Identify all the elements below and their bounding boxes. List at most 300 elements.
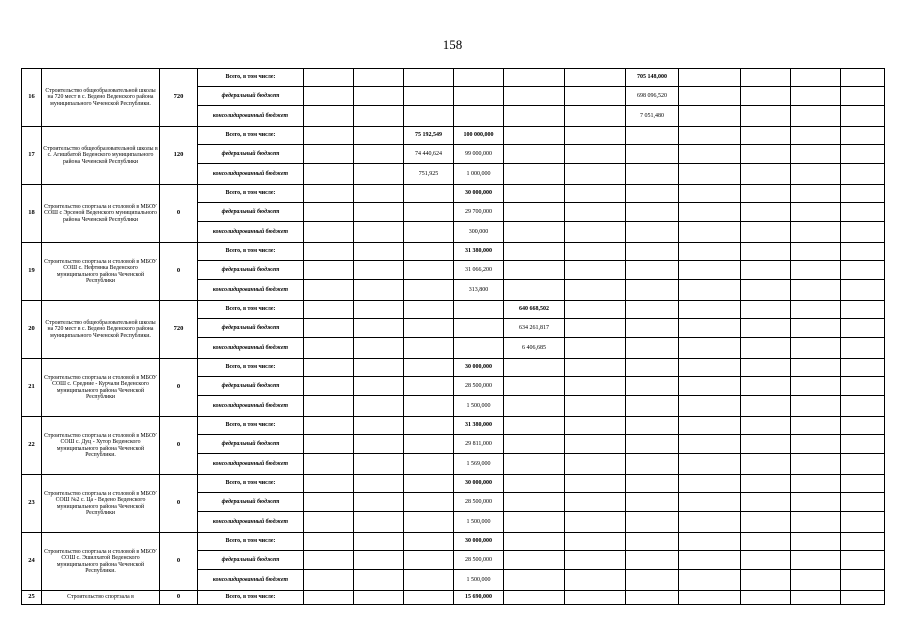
- empty-cell: [354, 435, 404, 454]
- empty-cell: [791, 533, 841, 551]
- empty-cell: [454, 69, 504, 87]
- empty-cell: [741, 493, 791, 512]
- empty-cell: [504, 261, 565, 280]
- empty-cell: [504, 185, 565, 203]
- row-number: 22: [22, 417, 42, 475]
- empty-cell: [741, 69, 791, 87]
- empty-cell: [304, 106, 354, 127]
- funding-source: федеральный бюджет: [198, 493, 304, 512]
- empty-cell: [841, 164, 885, 185]
- empty-cell: [841, 338, 885, 359]
- empty-cell: [791, 359, 841, 377]
- empty-cell: [791, 551, 841, 570]
- empty-cell: [741, 301, 791, 319]
- empty-cell: [404, 396, 454, 417]
- funding-source: федеральный бюджет: [198, 435, 304, 454]
- empty-cell: [454, 338, 504, 359]
- empty-cell: [679, 319, 741, 338]
- empty-cell: [504, 570, 565, 591]
- amount-cell: 300,000: [454, 222, 504, 243]
- empty-cell: [791, 396, 841, 417]
- empty-cell: [791, 106, 841, 127]
- capacity: 0: [160, 533, 198, 591]
- empty-cell: [354, 222, 404, 243]
- empty-cell: [679, 338, 741, 359]
- empty-cell: [679, 377, 741, 396]
- empty-cell: [791, 493, 841, 512]
- empty-cell: [841, 417, 885, 435]
- empty-cell: [626, 591, 679, 605]
- empty-cell: [304, 145, 354, 164]
- empty-cell: [626, 164, 679, 185]
- empty-cell: [679, 106, 741, 127]
- empty-cell: [741, 243, 791, 261]
- empty-cell: [354, 145, 404, 164]
- empty-cell: [454, 87, 504, 106]
- empty-cell: [679, 551, 741, 570]
- empty-cell: [679, 512, 741, 533]
- empty-cell: [354, 338, 404, 359]
- empty-cell: [679, 533, 741, 551]
- table-body: [22, 69, 885, 605]
- amount-cell: 28 500,000: [454, 493, 504, 512]
- empty-cell: [626, 570, 679, 591]
- empty-cell: [841, 570, 885, 591]
- empty-cell: [304, 417, 354, 435]
- empty-cell: [741, 87, 791, 106]
- empty-cell: [791, 301, 841, 319]
- empty-cell: [504, 359, 565, 377]
- empty-cell: [304, 222, 354, 243]
- empty-cell: [504, 222, 565, 243]
- empty-cell: [791, 338, 841, 359]
- empty-cell: [304, 475, 354, 493]
- empty-cell: [354, 301, 404, 319]
- empty-cell: [741, 338, 791, 359]
- row-number: 24: [22, 533, 42, 591]
- empty-cell: [404, 301, 454, 319]
- empty-cell: [841, 243, 885, 261]
- empty-cell: [404, 570, 454, 591]
- empty-cell: [565, 222, 626, 243]
- budget-table: [21, 68, 885, 605]
- funding-source: Всего, в том числе:: [198, 359, 304, 377]
- amount-cell: 698 096,520: [626, 87, 679, 106]
- empty-cell: [626, 301, 679, 319]
- empty-cell: [791, 280, 841, 301]
- empty-cell: [626, 493, 679, 512]
- row-number: 16: [22, 69, 42, 127]
- empty-cell: [679, 243, 741, 261]
- amount-cell: 1 500,000: [454, 396, 504, 417]
- funding-source: Всего, в том числе:: [198, 127, 304, 145]
- empty-cell: [304, 319, 354, 338]
- empty-cell: [741, 377, 791, 396]
- empty-cell: [565, 377, 626, 396]
- empty-cell: [741, 127, 791, 145]
- empty-cell: [404, 222, 454, 243]
- empty-cell: [565, 319, 626, 338]
- empty-cell: [404, 493, 454, 512]
- funding-source: федеральный бюджет: [198, 203, 304, 222]
- empty-cell: [354, 359, 404, 377]
- row-number: 23: [22, 475, 42, 533]
- empty-cell: [791, 164, 841, 185]
- empty-cell: [304, 203, 354, 222]
- empty-cell: [626, 377, 679, 396]
- empty-cell: [354, 87, 404, 106]
- empty-cell: [565, 533, 626, 551]
- funding-source: консолидированный бюджет: [198, 338, 304, 359]
- empty-cell: [404, 243, 454, 261]
- amount-cell: 1 500,000: [454, 512, 504, 533]
- empty-cell: [354, 243, 404, 261]
- funding-source: федеральный бюджет: [198, 319, 304, 338]
- empty-cell: [626, 417, 679, 435]
- empty-cell: [791, 570, 841, 591]
- empty-cell: [679, 69, 741, 87]
- empty-cell: [304, 301, 354, 319]
- empty-cell: [841, 87, 885, 106]
- empty-cell: [404, 454, 454, 475]
- empty-cell: [741, 512, 791, 533]
- empty-cell: [404, 475, 454, 493]
- empty-cell: [791, 243, 841, 261]
- empty-cell: [504, 87, 565, 106]
- empty-cell: [679, 145, 741, 164]
- amount-cell: 1 569,000: [454, 454, 504, 475]
- empty-cell: [841, 301, 885, 319]
- empty-cell: [626, 359, 679, 377]
- empty-cell: [304, 396, 354, 417]
- funding-source: консолидированный бюджет: [198, 454, 304, 475]
- empty-cell: [741, 591, 791, 605]
- empty-cell: [304, 570, 354, 591]
- empty-cell: [304, 338, 354, 359]
- empty-cell: [841, 551, 885, 570]
- empty-cell: [404, 417, 454, 435]
- empty-cell: [404, 533, 454, 551]
- empty-cell: [404, 319, 454, 338]
- empty-cell: [504, 145, 565, 164]
- empty-cell: [404, 87, 454, 106]
- row-number: 18: [22, 185, 42, 243]
- empty-cell: [565, 243, 626, 261]
- funding-source: консолидированный бюджет: [198, 164, 304, 185]
- empty-cell: [626, 396, 679, 417]
- empty-cell: [841, 512, 885, 533]
- row-number: 17: [22, 127, 42, 185]
- empty-cell: [504, 551, 565, 570]
- empty-cell: [741, 475, 791, 493]
- empty-cell: [304, 377, 354, 396]
- empty-cell: [679, 185, 741, 203]
- funding-source: Всего, в том числе:: [198, 533, 304, 551]
- project-name: Строительство общеобразовательной школы в с. Агишбатой Веденского муниципального района Чеченской Республики: [42, 127, 160, 185]
- empty-cell: [791, 512, 841, 533]
- empty-cell: [626, 338, 679, 359]
- row-number: 21: [22, 359, 42, 417]
- table-row: [22, 301, 885, 319]
- empty-cell: [741, 106, 791, 127]
- empty-cell: [791, 454, 841, 475]
- empty-cell: [504, 164, 565, 185]
- empty-cell: [354, 512, 404, 533]
- empty-cell: [504, 475, 565, 493]
- empty-cell: [304, 127, 354, 145]
- empty-cell: [679, 280, 741, 301]
- empty-cell: [791, 261, 841, 280]
- empty-cell: [454, 319, 504, 338]
- amount-cell: 640 668,502: [504, 301, 565, 319]
- project-name: Строительство общеобразовательной школы на 720 мест в с. Ведено Веденского района муниципального Чеченской Республики.: [42, 301, 160, 359]
- empty-cell: [741, 551, 791, 570]
- empty-cell: [404, 591, 454, 605]
- empty-cell: [565, 417, 626, 435]
- funding-source: консолидированный бюджет: [198, 512, 304, 533]
- empty-cell: [626, 145, 679, 164]
- empty-cell: [404, 551, 454, 570]
- empty-cell: [565, 145, 626, 164]
- empty-cell: [841, 280, 885, 301]
- empty-cell: [565, 261, 626, 280]
- empty-cell: [741, 203, 791, 222]
- row-number: 19: [22, 243, 42, 301]
- empty-cell: [741, 454, 791, 475]
- empty-cell: [626, 435, 679, 454]
- empty-cell: [404, 203, 454, 222]
- funding-source: федеральный бюджет: [198, 551, 304, 570]
- empty-cell: [504, 435, 565, 454]
- empty-cell: [679, 417, 741, 435]
- amount-cell: 6 406,685: [504, 338, 565, 359]
- funding-source: федеральный бюджет: [198, 261, 304, 280]
- empty-cell: [565, 396, 626, 417]
- funding-source: консолидированный бюджет: [198, 280, 304, 301]
- empty-cell: [504, 493, 565, 512]
- table-row: [22, 591, 885, 605]
- row-number: 25: [22, 591, 42, 605]
- empty-cell: [354, 396, 404, 417]
- amount-cell: 29 700,000: [454, 203, 504, 222]
- empty-cell: [504, 377, 565, 396]
- empty-cell: [791, 377, 841, 396]
- funding-source: консолидированный бюджет: [198, 396, 304, 417]
- empty-cell: [679, 475, 741, 493]
- empty-cell: [841, 185, 885, 203]
- amount-cell: 28 500,000: [454, 551, 504, 570]
- empty-cell: [741, 396, 791, 417]
- empty-cell: [304, 87, 354, 106]
- empty-cell: [791, 145, 841, 164]
- empty-cell: [504, 203, 565, 222]
- empty-cell: [741, 435, 791, 454]
- empty-cell: [791, 591, 841, 605]
- empty-cell: [626, 185, 679, 203]
- amount-cell: 30 000,000: [454, 359, 504, 377]
- empty-cell: [354, 185, 404, 203]
- empty-cell: [741, 185, 791, 203]
- empty-cell: [841, 203, 885, 222]
- empty-cell: [565, 435, 626, 454]
- empty-cell: [741, 319, 791, 338]
- empty-cell: [679, 570, 741, 591]
- empty-cell: [304, 493, 354, 512]
- empty-cell: [504, 417, 565, 435]
- empty-cell: [565, 359, 626, 377]
- empty-cell: [791, 417, 841, 435]
- empty-cell: [841, 145, 885, 164]
- table-row: [22, 359, 885, 377]
- empty-cell: [841, 396, 885, 417]
- empty-cell: [354, 127, 404, 145]
- empty-cell: [354, 164, 404, 185]
- amount-cell: 31 380,000: [454, 417, 504, 435]
- empty-cell: [791, 203, 841, 222]
- empty-cell: [304, 435, 354, 454]
- amount-cell: 30 000,000: [454, 185, 504, 203]
- funding-source: Всего, в том числе:: [198, 69, 304, 87]
- empty-cell: [354, 280, 404, 301]
- empty-cell: [404, 359, 454, 377]
- funding-source: консолидированный бюджет: [198, 222, 304, 243]
- empty-cell: [791, 87, 841, 106]
- empty-cell: [626, 203, 679, 222]
- empty-cell: [354, 319, 404, 338]
- empty-cell: [354, 106, 404, 127]
- funding-source: Всего, в том числе:: [198, 301, 304, 319]
- empty-cell: [626, 475, 679, 493]
- empty-cell: [841, 454, 885, 475]
- empty-cell: [679, 435, 741, 454]
- funding-source: федеральный бюджет: [198, 87, 304, 106]
- empty-cell: [304, 280, 354, 301]
- empty-cell: [679, 301, 741, 319]
- empty-cell: [354, 493, 404, 512]
- empty-cell: [565, 591, 626, 605]
- amount-cell: 99 000,000: [454, 145, 504, 164]
- capacity: 720: [160, 301, 198, 359]
- empty-cell: [679, 396, 741, 417]
- empty-cell: [741, 417, 791, 435]
- funding-source: Всего, в том числе:: [198, 591, 304, 605]
- empty-cell: [741, 222, 791, 243]
- empty-cell: [791, 127, 841, 145]
- empty-cell: [626, 261, 679, 280]
- project-name: Строительство спортзала и столовой в МБОУ СОШ №2 с. Ца - Ведено Веденского муниципального района Чеченской Республики: [42, 475, 160, 533]
- empty-cell: [504, 533, 565, 551]
- empty-cell: [565, 338, 626, 359]
- amount-cell: 705 148,000: [626, 69, 679, 87]
- empty-cell: [504, 396, 565, 417]
- empty-cell: [679, 454, 741, 475]
- empty-cell: [504, 127, 565, 145]
- empty-cell: [354, 261, 404, 280]
- empty-cell: [841, 261, 885, 280]
- table-row: [22, 417, 885, 435]
- empty-cell: [626, 551, 679, 570]
- empty-cell: [679, 261, 741, 280]
- empty-cell: [504, 280, 565, 301]
- funding-source: Всего, в том числе:: [198, 185, 304, 203]
- empty-cell: [565, 185, 626, 203]
- amount-cell: 634 261,817: [504, 319, 565, 338]
- empty-cell: [626, 512, 679, 533]
- empty-cell: [304, 164, 354, 185]
- empty-cell: [565, 280, 626, 301]
- empty-cell: [354, 570, 404, 591]
- amount-cell: 751,925: [404, 164, 454, 185]
- project-name: Строительство спортзала и столовой в МБОУ СОШ с Эрсеной Веденского муниципального района Чеченской Республики: [42, 185, 160, 243]
- table-row: [22, 127, 885, 145]
- empty-cell: [354, 533, 404, 551]
- empty-cell: [679, 493, 741, 512]
- empty-cell: [679, 222, 741, 243]
- amount-cell: 31 066,200: [454, 261, 504, 280]
- empty-cell: [741, 261, 791, 280]
- empty-cell: [454, 106, 504, 127]
- project-name: Строительство спортзала и столовой в МБОУ СОШ с. Дуц - Хутор Веденского муниципального района Чеченской Республики.: [42, 417, 160, 475]
- project-name: Строительство спортзала и столовой в МБОУ СОШ с. Нефтянка Веденского муниципального района Чеченской Республики: [42, 243, 160, 301]
- empty-cell: [679, 87, 741, 106]
- empty-cell: [741, 164, 791, 185]
- empty-cell: [679, 359, 741, 377]
- empty-cell: [565, 512, 626, 533]
- empty-cell: [741, 280, 791, 301]
- empty-cell: [304, 243, 354, 261]
- empty-cell: [404, 185, 454, 203]
- empty-cell: [504, 243, 565, 261]
- empty-cell: [304, 261, 354, 280]
- empty-cell: [504, 106, 565, 127]
- empty-cell: [791, 185, 841, 203]
- empty-cell: [565, 454, 626, 475]
- capacity: 0: [160, 359, 198, 417]
- capacity: 0: [160, 591, 198, 605]
- funding-source: Всего, в том числе:: [198, 417, 304, 435]
- empty-cell: [741, 359, 791, 377]
- table-row: [22, 533, 885, 551]
- amount-cell: 100 000,000: [454, 127, 504, 145]
- empty-cell: [354, 475, 404, 493]
- empty-cell: [404, 435, 454, 454]
- table-row: [22, 69, 885, 87]
- funding-source: федеральный бюджет: [198, 145, 304, 164]
- empty-cell: [404, 261, 454, 280]
- empty-cell: [679, 591, 741, 605]
- empty-cell: [841, 359, 885, 377]
- project-name: Строительство спортзала в: [42, 591, 160, 605]
- empty-cell: [304, 185, 354, 203]
- empty-cell: [841, 127, 885, 145]
- empty-cell: [354, 69, 404, 87]
- amount-cell: 28 500,000: [454, 377, 504, 396]
- project-name: Строительство спортзала и столовой в МБОУ СОШ с. Эшилхатой Веденского муниципального района Чеченской Республики.: [42, 533, 160, 591]
- empty-cell: [679, 203, 741, 222]
- empty-cell: [841, 377, 885, 396]
- empty-cell: [841, 319, 885, 338]
- empty-cell: [404, 512, 454, 533]
- amount-cell: 1 500,000: [454, 570, 504, 591]
- funding-source: федеральный бюджет: [198, 377, 304, 396]
- empty-cell: [304, 533, 354, 551]
- empty-cell: [741, 570, 791, 591]
- empty-cell: [626, 280, 679, 301]
- capacity: 720: [160, 69, 198, 127]
- amount-cell: 7 051,480: [626, 106, 679, 127]
- empty-cell: [841, 493, 885, 512]
- empty-cell: [454, 301, 504, 319]
